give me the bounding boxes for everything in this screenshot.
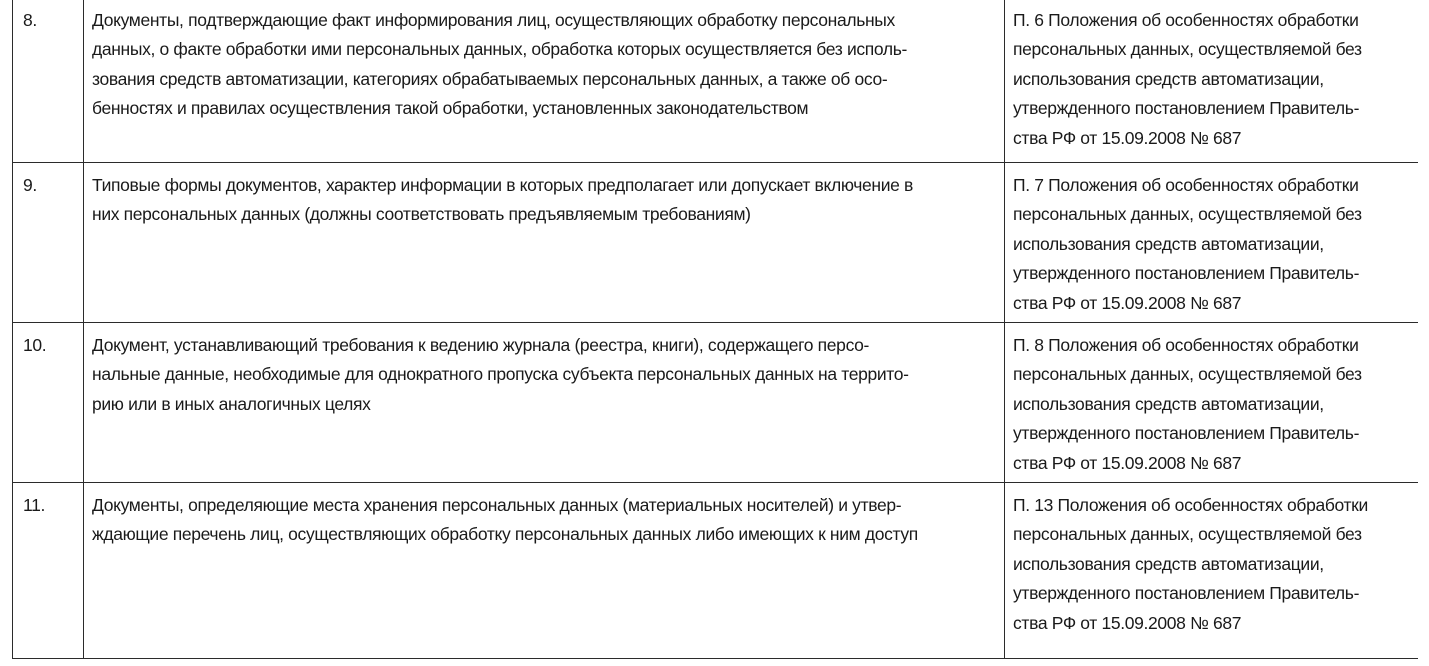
row-number: 11. [13,483,84,659]
row-number: 10. [13,323,84,483]
legal-reference: П. 8 Положения об особенностях обработки персональных данных, осуществляемой без использования средств автоматизации, утвержденного постановлением Правитель- ства РФ от 15.09.2008 № 687 [1005,323,1419,483]
document-description: Типовые формы документов, характер информации в которых предполагает или допускает включение в них персональных данных (должны соответствовать предъявляемым требованиям) [84,163,1005,323]
documents-table [12,0,1418,659]
document-description: Документы, определяющие места хранения персональных данных (материальных носителей) и утвер- ждающие перечень лиц, осуществляющих обработку персональных данных либо имеющих к ним доступ [84,483,1005,659]
legal-reference: П. 6 Положения об особенностях обработки персональных данных, осуществляемой без использования средств автоматизации, утвержденного постановлением Правитель- ства РФ от 15.09.2008 № 687 [1005,0,1419,163]
row-number: 8. [13,0,84,163]
row-number: 9. [13,163,84,323]
table-row [13,0,1419,163]
document-description: Документ, устанавливающий требования к ведению журнала (реестра, книги), содержащего персо- нальные данные, необходимые для однократного пропуска субъекта персональных данных на террито- рию или в иных аналогичных целях [84,323,1005,483]
legal-reference: П. 13 Положения об особенностях обработки персональных данных, осуществляемой без использования средств автоматизации, утвержденного постановлением Правитель- ства РФ от 15.09.2008 № 687 [1005,483,1419,659]
table-row [13,483,1419,659]
table-row [13,323,1419,483]
document-description: Документы, подтверждающие факт информирования лиц, осуществляющих обработку персональных данных, о факте обработки ими персональных данных, обработка которых осуществляется без исполь- зования средств автоматизации, категориях обрабатываемых персональных данных, а также об осо- бенностях и правилах осуществления такой обработки, установленных законодательством [84,0,1005,163]
table-row [13,163,1419,323]
legal-reference: П. 7 Положения об особенностях обработки персональных данных, осуществляемой без использования средств автоматизации, утвержденного постановлением Правитель- ства РФ от 15.09.2008 № 687 [1005,163,1419,323]
document-page [12,0,1418,666]
